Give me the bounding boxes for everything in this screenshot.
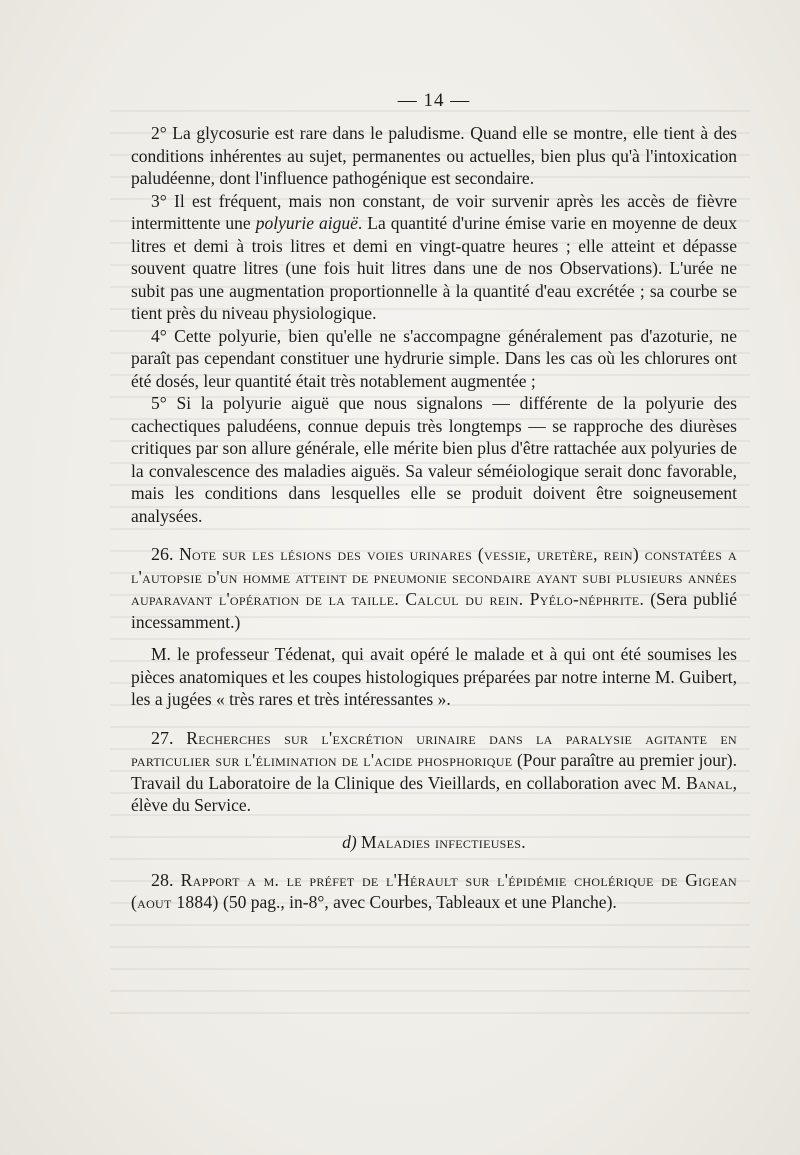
paragraph-3-text-b: . La quantité d'urine émise varie en moyenne de deux litres et demi à trois litres et demi en vingt-quatre heures ; elle atteint et dépasse souvent quatre litres (une fois huit litres dans une de nos Observations). L'urée ne subit pas une augmentation proportionnelle à la quantité d'eau excrétée ; sa courbe se tient près du niveau physiologique. xyxy=(131,213,737,323)
section-27 xyxy=(131,727,737,817)
section-26-number: 26. xyxy=(151,544,174,564)
section-26-body: M. le professeur Tédenat, qui avait opéré le malade et à qui ont été soumises les pièces anatomiques et les coupes histologiques préparées par notre interne M. Guibert, les a jugées « très rares et très intéressantes ». xyxy=(131,644,737,709)
section-26-title: Note sur les lésions des voies urinares (vessie, uretère, rein) constatées a l'autopsie d'un homme atteint de pneumonie secondaire ayant subi plusieurs années auparavant l'opération de la taille. Calcul du rein. Pyélo-néphrite. xyxy=(131,544,738,609)
section-27-text-b: , élève du Service. xyxy=(131,772,737,815)
section-26-heading xyxy=(131,543,737,633)
paragraph-3 xyxy=(131,190,737,325)
section-28-text: (50 pag., in-8°, avec Courbes, Tableaux et une Planche). xyxy=(218,892,617,912)
section-26-note: (Sera publié incessamment.) xyxy=(131,589,737,632)
paragraph-2: 2° La glycosurie est rare dans le paludisme. Quand elle se montre, elle tient à des conditions inhérentes au sujet, permanentes ou actuelles, bien plus qu'à l'intoxication paludéenne, dont l'influence pathogénique est secondaire. xyxy=(131,123,737,188)
paragraph-5: 5° Si la polyurie aiguë que nous signalons — différente de la polyurie des cachectiques paludéens, connue depuis très longtemps — se rapproche des diurèses critiques par son allure générale, elle mérite bien plus d'être rattachée aux polyuries de la convalescence des maladies aiguës. Sa valeur séméiologique serait donc favorable, mais les conditions dans lesquelles elle se produit doivent être soigneusement analysées. xyxy=(131,393,737,526)
section-27-collaborator: Banal xyxy=(686,772,733,793)
paragraph-3-emphasis: polyurie aiguë xyxy=(255,213,358,233)
page-content xyxy=(131,90,737,914)
subsection-d-heading xyxy=(131,831,737,853)
section-28 xyxy=(131,869,737,914)
section-27-number: 27. xyxy=(151,727,174,748)
subsection-d-title: Maladies infectieuses. xyxy=(361,831,526,852)
subsection-d-letter: d) xyxy=(342,831,357,852)
section-28-number: 28. xyxy=(151,869,174,890)
page-number: — 14 — xyxy=(397,90,471,111)
section-27-title: Recherches sur l'excrétion urinaire dans la paralysie agitante en particulier sur l'élimination de l'acide phosphorique xyxy=(131,727,737,770)
paragraph-4: 4° Cette polyurie, bien qu'elle ne s'accompagne généralement pas d'azoturie, ne paraît pas cependant constituer une hydrurie simple. Dans les cas où les chlorures ont été dosés, leur quantité était très notablement augmentée ; xyxy=(131,325,737,391)
paragraph-3-text-a: 3° Il est fréquent, mais non constant, de voir survenir après les accès de fièvre intermittente une xyxy=(131,190,737,233)
section-27-text-a: (Pour paraître au premier jour). Travail du Laboratoire de la Clinique des Vieillards, en collaboration avec M. xyxy=(131,750,737,793)
section-28-title: Rapport a m. le préfet de l'Hérault sur l'épidémie cholérique de Gigean (aout 1884) xyxy=(131,869,738,912)
